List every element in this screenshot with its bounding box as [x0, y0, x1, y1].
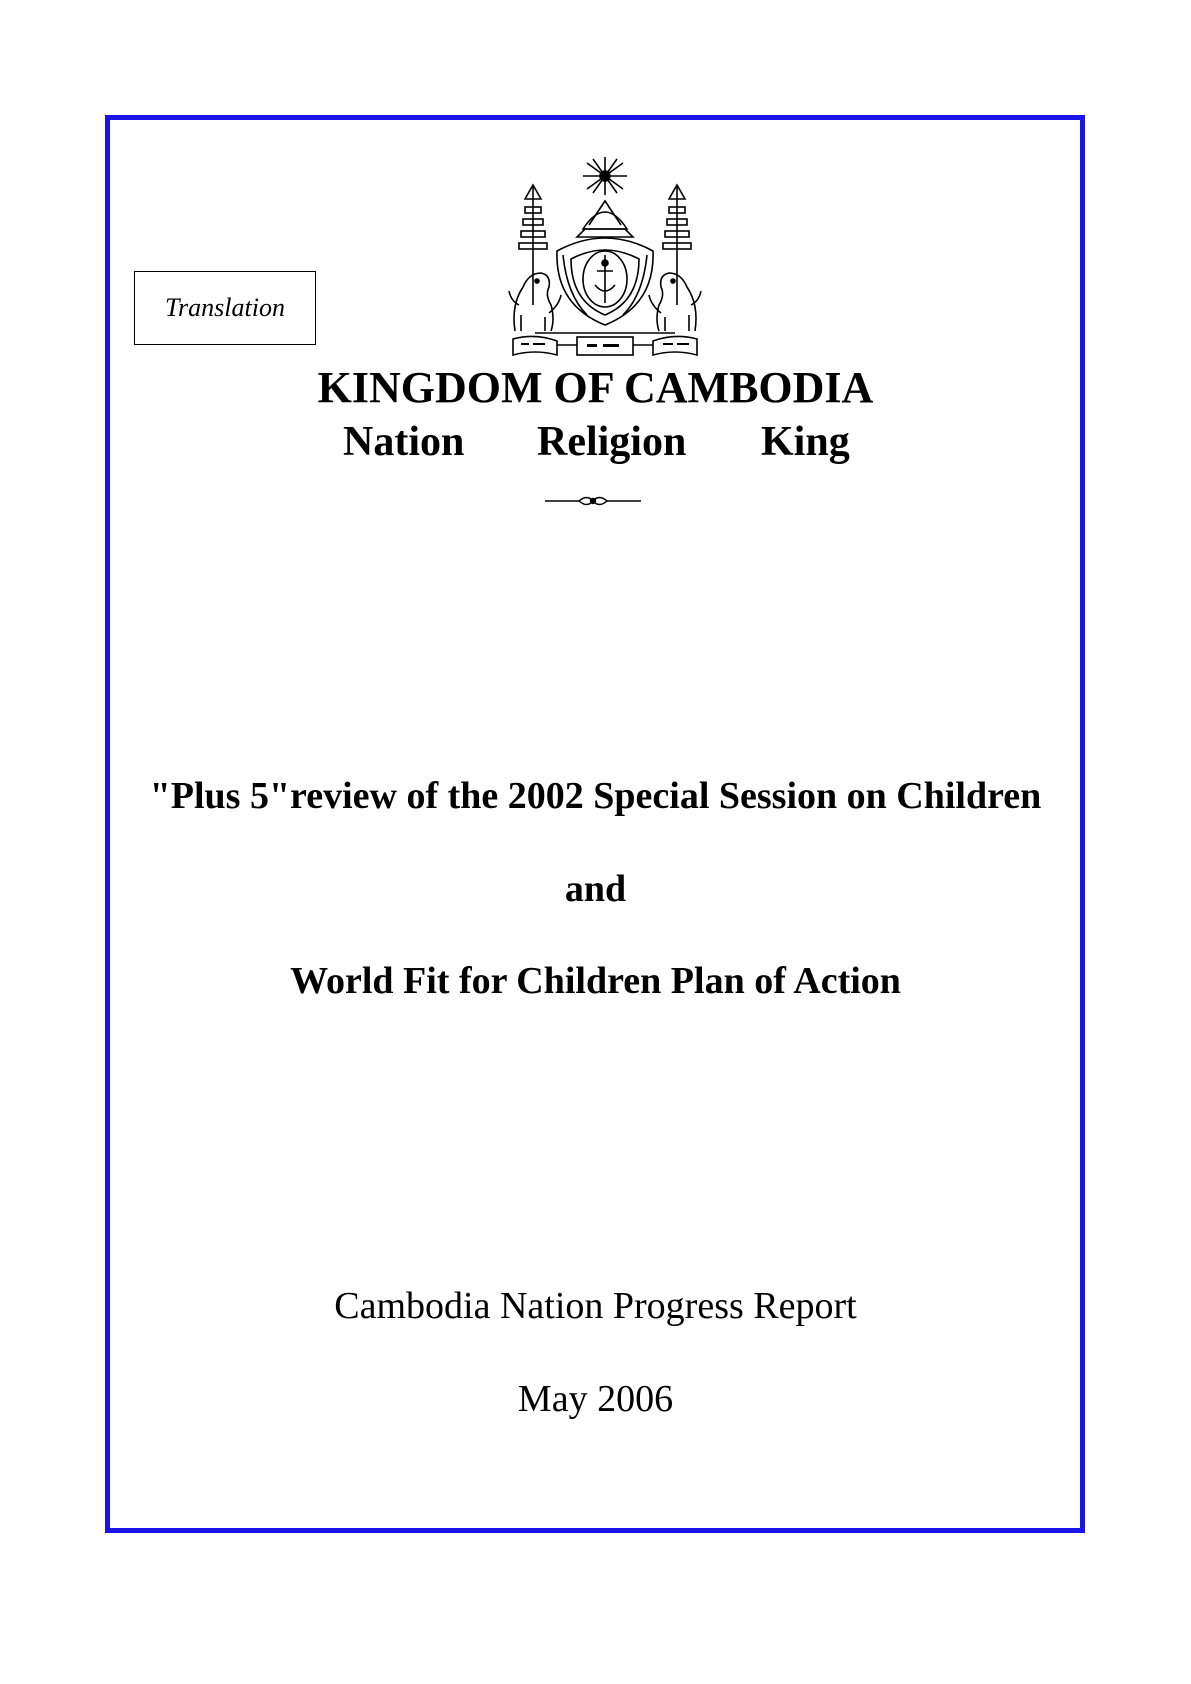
kingdom-heading: KINGDOM OF CAMBODIA	[317, 363, 874, 412]
right-lion	[649, 273, 701, 331]
report-title-line-2: World Fit for Children Plan of Action	[290, 960, 901, 1002]
radiant-star	[583, 157, 627, 195]
translation-stamp	[134, 271, 316, 345]
motto-king: King	[761, 419, 850, 465]
motto-nation: Nation	[343, 419, 465, 465]
ornament-divider-icon	[545, 491, 641, 511]
report-title-line-1: "Plus 5"review of the 2002 Special Session on Children	[149, 775, 1042, 817]
translation-label: Translation	[165, 293, 285, 322]
report-title-conjunction: and	[564, 868, 627, 910]
report-date: May 2006	[517, 1378, 674, 1420]
report-name: Cambodia Nation Progress Report	[334, 1285, 857, 1327]
left-lion	[509, 273, 561, 331]
motto-religion: Religion	[537, 419, 687, 465]
national-motto	[0, 416, 1191, 468]
coat-of-arms-icon	[505, 155, 705, 360]
